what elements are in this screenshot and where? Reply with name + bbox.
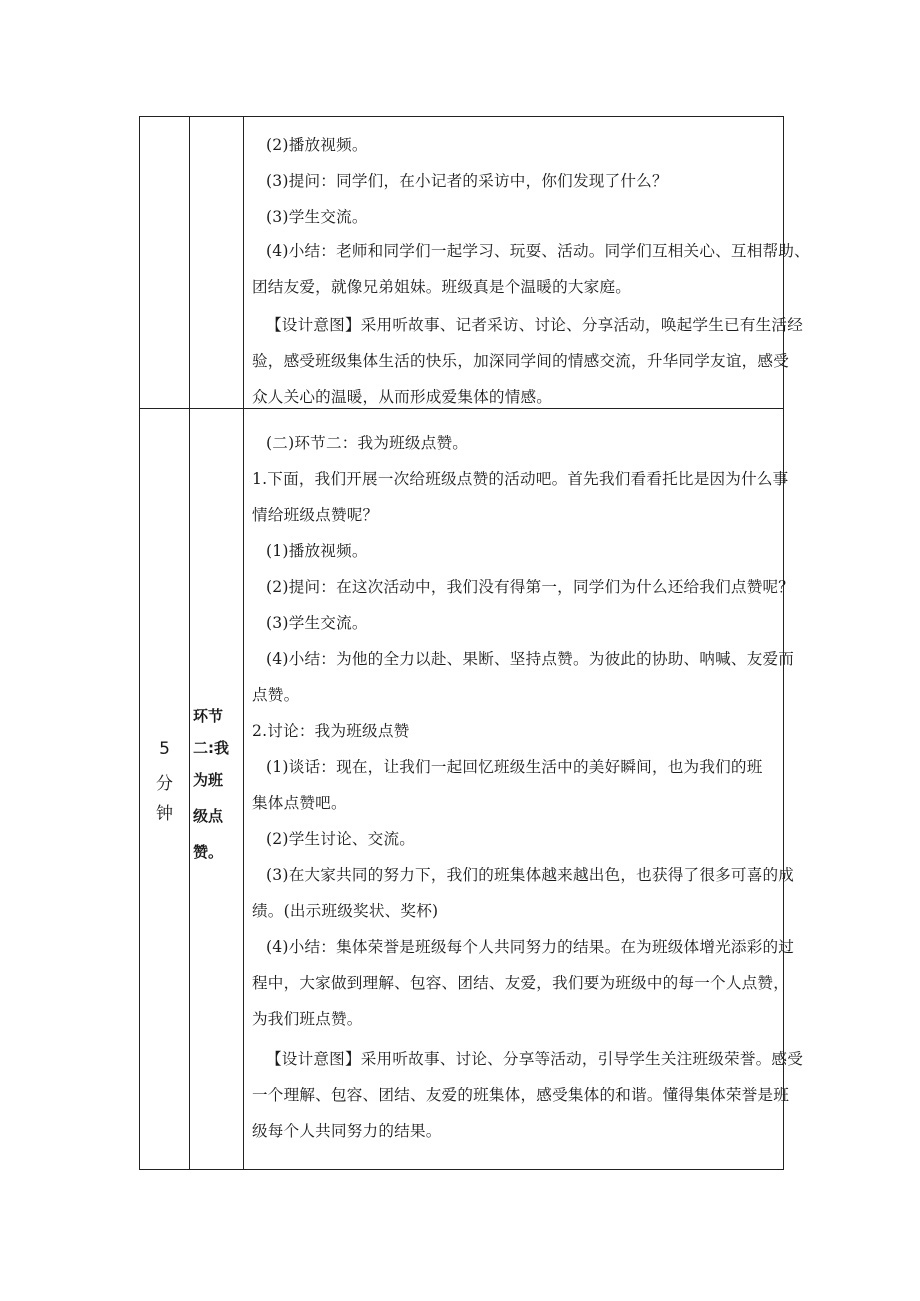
content-line: 点赞。 xyxy=(252,686,300,704)
content-line: 绩。(出示班级奖状、奖杯) xyxy=(252,902,439,920)
content-line: (4)小结：老师和同学们一起学习、玩耍、活动。同学们互相关心、互相帮助、 xyxy=(266,242,810,260)
content-cell xyxy=(244,117,810,408)
content-line: (4)小结：为他的全力以赴、果断、坚持点赞。为彼此的协助、呐喊、友爱而 xyxy=(266,650,795,668)
content-line: (1)播放视频。 xyxy=(266,542,368,560)
content-line: 一个理解、包容、团结、友爱的班集体，感受集体的和谐。懂得集体荣誉是班 xyxy=(252,1086,789,1104)
section-heading: (二)环节二：我为班级点赞。 xyxy=(266,434,469,452)
content-line: 级每个人共同努力的结果。 xyxy=(252,1122,442,1140)
section-heading: 2.讨论：我为班级点赞 xyxy=(252,722,410,740)
content-line: 众人关心的温暖，从而形成爱集体的情感。 xyxy=(252,388,553,406)
stage-title: 赞。 xyxy=(193,843,224,861)
stage-cell xyxy=(190,117,244,408)
time-text: 5 xyxy=(159,739,170,759)
content-line: (3)在大家共同的努力下，我们的班集体越来越出色，也获得了很多可喜的成 xyxy=(266,866,795,884)
stage-title: 为班 xyxy=(193,771,224,789)
content-line: 为我们班点赞。 xyxy=(252,1010,363,1028)
design-intent: 【设计意图】采用听故事、记者采访、讨论、分享活动，唤起学生已有生活经 xyxy=(266,316,803,334)
lesson-plan-table xyxy=(139,116,810,1170)
content-line: 情给班级点赞呢？ xyxy=(252,506,379,524)
design-intent: 【设计意图】采用听故事、讨论、分享等活动，引导学生关注班级荣誉。感受 xyxy=(266,1050,803,1068)
content-line: (2)学生讨论、交流。 xyxy=(266,830,416,848)
stage-title: 二:我 xyxy=(193,739,229,757)
table-row xyxy=(140,117,810,409)
content-line: (2)播放视频。 xyxy=(266,136,368,154)
content-line: (2)提问：在这次活动中，我们没有得第一，同学们为什么还给我们点赞呢？ xyxy=(266,578,795,596)
stage-title: 环节 xyxy=(193,707,224,725)
stage-title: 级点 xyxy=(193,807,224,825)
content-line: 验，感受班级集体生活的快乐，加深同学间的情感交流，升华同学友谊，感受 xyxy=(252,352,789,370)
time-cell xyxy=(140,117,190,408)
content-cell xyxy=(244,409,803,1169)
stage-cell xyxy=(190,409,244,1169)
time-text: 钟 xyxy=(156,804,173,824)
content-line: (3)学生交流。 xyxy=(266,208,368,226)
content-line: 1.下面，我们开展一次给班级点赞的活动吧。首先我们看看托比是因为什么事 xyxy=(252,470,789,488)
content-line: (4)小结：集体荣誉是班级每个人共同努力的结果。在为班级体增光添彩的过 xyxy=(266,938,795,956)
content-line: (1)谈话：现在，让我们一起回忆班级生活中的美好瞬间，也为我们的班 xyxy=(266,758,763,776)
content-line: 团结友爱，就像兄弟姐妹。班级真是个温暖的大家庭。 xyxy=(252,278,632,296)
time-cell xyxy=(140,409,190,1169)
time-text: 分 xyxy=(156,774,173,794)
content-line: 程中，大家做到理解、包容、团结、友爱，我们要为班级中的每一个人点赞， xyxy=(252,974,789,992)
content-line: 集体点赞吧。 xyxy=(252,794,347,812)
table-row xyxy=(140,409,803,1170)
content-line: (3)提问：同学们，在小记者的采访中，你们发现了什么？ xyxy=(266,172,668,190)
content-line: (3)学生交流。 xyxy=(266,614,368,632)
